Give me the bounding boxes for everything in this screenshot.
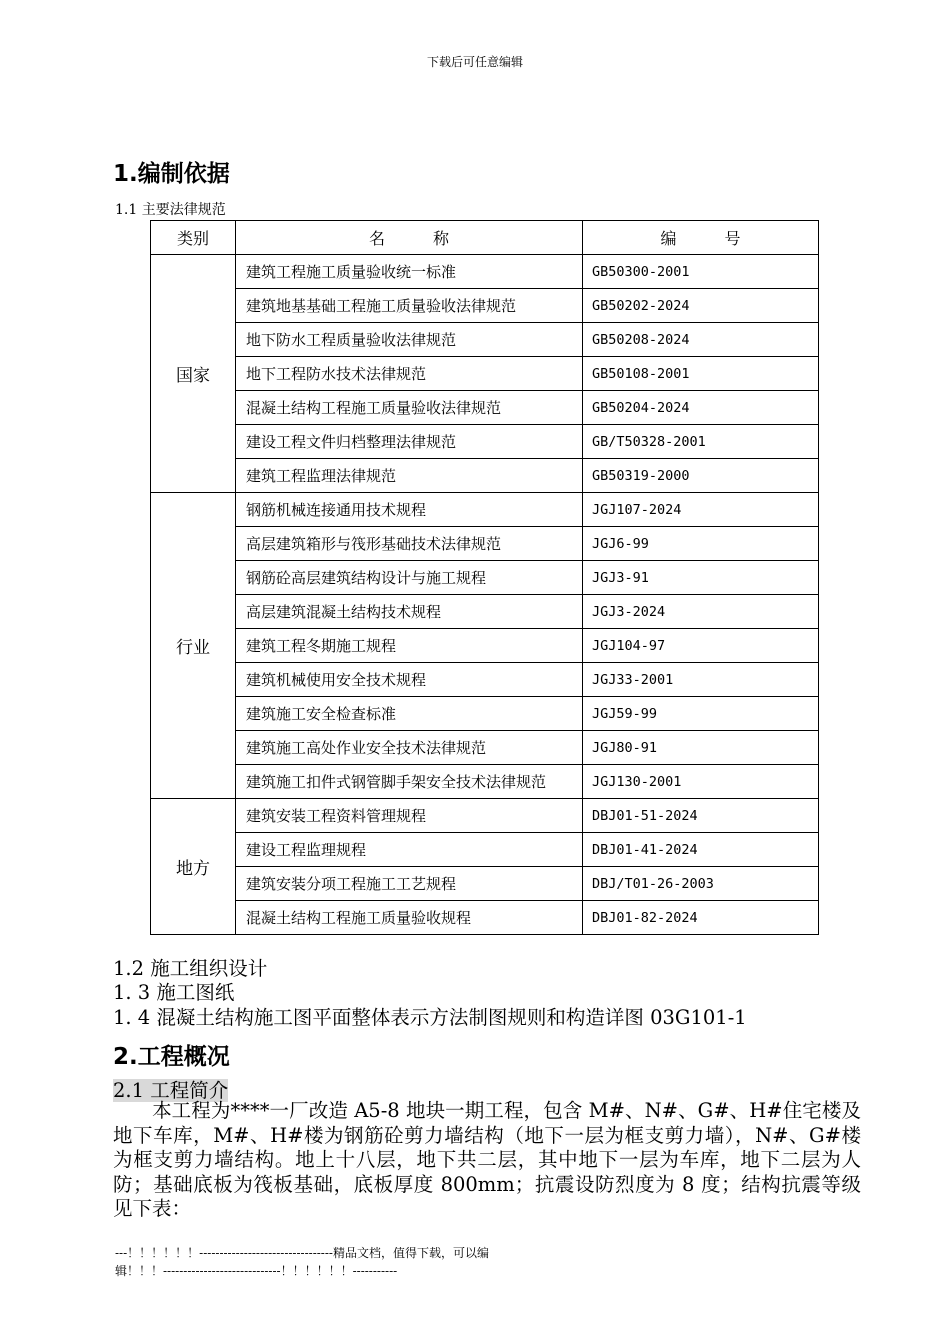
table-row: [151, 765, 819, 799]
header-note: 下载后可任意编辑: [426, 55, 523, 69]
table-row: [151, 697, 819, 731]
table-row: [151, 867, 819, 901]
footer-line-1: ---！！！！！！---------------------------------精品文档，值得下载，可以编: [115, 1246, 489, 1260]
name-cell: 混凝土结构工程施工质量验收法律规范: [236, 391, 583, 425]
table-row: [151, 595, 819, 629]
table-row: [151, 493, 819, 527]
code-cell: JGJ59-99: [583, 697, 819, 731]
code-cell: GB/T50328-2001: [583, 425, 819, 459]
table-row: [151, 255, 819, 289]
category-cell: 行业: [151, 493, 236, 799]
name-cell: 建筑施工高处作业安全技术法律规范: [236, 731, 583, 765]
section-2-title: 2.工程概况: [113, 1044, 230, 1070]
name-cell: 建筑工程施工质量验收统一标准: [236, 255, 583, 289]
table-header-row: [151, 221, 819, 255]
code-cell: DBJ01-41-2024: [583, 833, 819, 867]
code-cell: JGJ6-99: [583, 527, 819, 561]
name-cell: 建筑安装工程资料管理规程: [236, 799, 583, 833]
code-cell: JGJ130-2001: [583, 765, 819, 799]
name-cell: 建筑地基基础工程施工质量验收法律规范: [236, 289, 583, 323]
regulations-table: [150, 220, 819, 935]
section-1-title: 1.编制依据: [113, 161, 230, 187]
section-1-1-title: 1.1 主要法律规范: [115, 202, 226, 218]
name-cell: 建筑施工安全检查标准: [236, 697, 583, 731]
name-cell: 地下防水工程质量验收法律规范: [236, 323, 583, 357]
table-row: [151, 901, 819, 935]
table-row: [151, 459, 819, 493]
code-cell: JGJ80-91: [583, 731, 819, 765]
name-cell: 建筑施工扣件式钢管脚手架安全技术法律规范: [236, 765, 583, 799]
code-cell: GB50208-2024: [583, 323, 819, 357]
code-cell: GB50319-2000: [583, 459, 819, 493]
code-cell: DBJ01-82-2024: [583, 901, 819, 935]
table-row: [151, 527, 819, 561]
name-cell: 地下工程防水技术法律规范: [236, 357, 583, 391]
name-cell: 建设工程文件归档整理法律规范: [236, 425, 583, 459]
code-cell: GB50204-2024: [583, 391, 819, 425]
code-cell: JGJ107-2024: [583, 493, 819, 527]
table-row: [151, 323, 819, 357]
name-cell: 钢筋机械连接通用技术规程: [236, 493, 583, 527]
name-cell: 钢筋砼高层建筑结构设计与施工规程: [236, 561, 583, 595]
code-cell: JGJ3-91: [583, 561, 819, 595]
item-1-2: 1.2 施工组织设计: [113, 957, 268, 980]
table-row: [151, 391, 819, 425]
section-2-1-title: 2.1 工程简介: [113, 1079, 229, 1102]
category-cell: 国家: [151, 255, 236, 493]
code-cell: GB50108-2001: [583, 357, 819, 391]
table-row: [151, 833, 819, 867]
table-row: [151, 357, 819, 391]
table-row: [151, 731, 819, 765]
footer-line-2: 辑！！！-----------------------------！！！！！！-----------: [115, 1264, 398, 1278]
table-body: [151, 255, 819, 935]
table-row: [151, 799, 819, 833]
header-code: 编 号: [583, 221, 819, 255]
code-cell: DBJ/T01-26-2003: [583, 867, 819, 901]
header-name: 名 称: [236, 221, 583, 255]
code-cell: JGJ3-2024: [583, 595, 819, 629]
code-cell: GB50300-2001: [583, 255, 819, 289]
name-cell: 高层建筑混凝土结构技术规程: [236, 595, 583, 629]
code-cell: DBJ01-51-2024: [583, 799, 819, 833]
project-description: [113, 1099, 861, 1222]
code-cell: JGJ104-97: [583, 629, 819, 663]
name-cell: 高层建筑箱形与筏形基础技术法律规范: [236, 527, 583, 561]
name-cell: 建设工程监理规程: [236, 833, 583, 867]
name-cell: 混凝土结构工程施工质量验收规程: [236, 901, 583, 935]
table-row: [151, 425, 819, 459]
header-category: 类别: [151, 221, 236, 255]
table-row: [151, 629, 819, 663]
table-row: [151, 561, 819, 595]
name-cell: 建筑工程冬期施工规程: [236, 629, 583, 663]
code-cell: JGJ33-2001: [583, 663, 819, 697]
item-1-3: 1. 3 施工图纸: [113, 981, 235, 1004]
category-cell: 地方: [151, 799, 236, 935]
table-row: [151, 663, 819, 697]
footer: [115, 1244, 575, 1280]
project-description-text: 本工程为****一厂改造 A5-8 地块一期工程，包含 M#、N#、G#、H#住宅楼及地下车库，M#、H#楼为钢筋砼剪力墙结构（地下一层为框支剪力墙），N#、G#楼为框支剪力墙结构。地上十八层，地下共二层，其中地下一层为车库，地下二层为人防；基础底板为筏板基础，底板厚度 800mm；抗震设防烈度为 8 度；结构抗震等级见下表：: [113, 1099, 861, 1220]
name-cell: 建筑工程监理法律规范: [236, 459, 583, 493]
name-cell: 建筑机械使用安全技术规程: [236, 663, 583, 697]
table-row: [151, 289, 819, 323]
item-1-4: 1. 4 混凝土结构施工图平面整体表示方法制图规则和构造详图 03G101-1: [113, 1006, 747, 1029]
name-cell: 建筑安装分项工程施工工艺规程: [236, 867, 583, 901]
code-cell: GB50202-2024: [583, 289, 819, 323]
